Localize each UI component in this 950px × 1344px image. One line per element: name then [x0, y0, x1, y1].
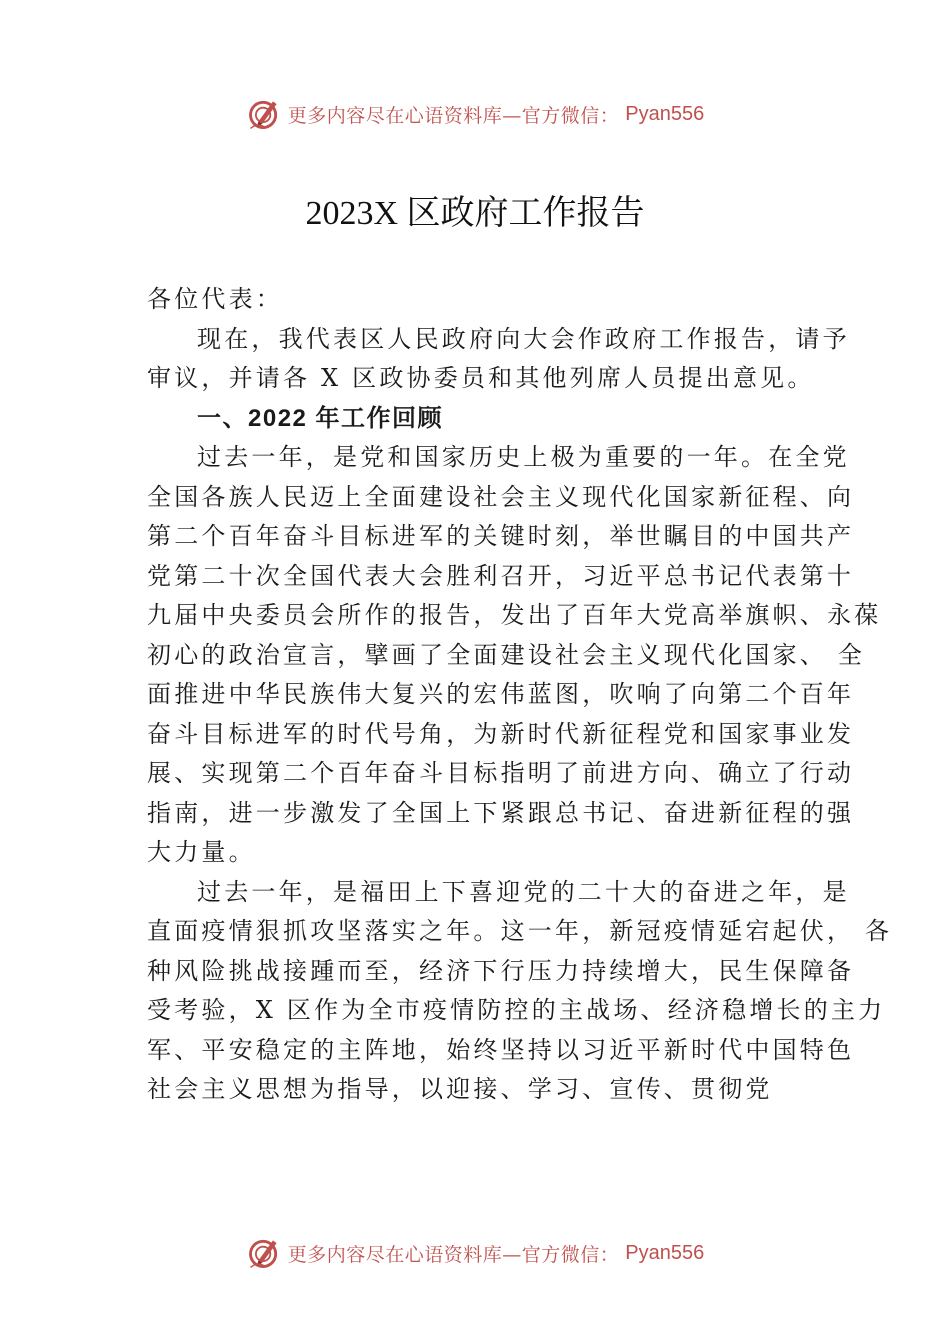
- paragraph-line: 面推进中华民族伟大复兴的宏伟蓝图，吹响了向第二个百年: [147, 680, 855, 708]
- watermark-text: 更多内容尽在心语资料库—官方微信：: [287, 104, 620, 127]
- section-heading: 一、2022 年工作回顾: [197, 404, 444, 432]
- pen-logo-icon: [246, 96, 282, 132]
- paragraph-line: 过去一年，是福田上下喜迎党的二十大的奋进之年，是: [197, 877, 850, 906]
- watermark-text: 更多内容尽在心语资料库—官方微信：: [287, 1243, 620, 1266]
- paragraph-line: 种风险挑战接踵而至，经济下行压力持续增大，民生保障备: [147, 956, 855, 985]
- paragraph-line: 展、实现第二个百年奋斗目标指明了前进方向、确立了行动: [147, 759, 855, 787]
- paragraph-line: 受考验，X 区作为全市疫情防控的主战场、经济稳增长的主力: [147, 996, 886, 1024]
- paragraph-line: 党第二十次全国代表大会胜利召开，习近平总书记代表第十: [147, 561, 855, 590]
- paragraph-line: 第二个百年奋斗目标进军的关键时刻，举世瞩目的中国共产: [147, 522, 855, 550]
- intro-line: 审议，并请各 X 区政协委员和其他列席人员提出意见。: [147, 364, 815, 392]
- paragraph-line: 奋斗目标进军的时代号角，为新时代新征程党和国家事业发: [147, 719, 855, 748]
- paragraph-line: 直面疫情狠抓攻坚落实之年。这一年，新冠疫情延宕起伏， 各: [147, 917, 893, 945]
- paragraph-line: 大力量。: [147, 838, 256, 866]
- intro-line: 现在，我代表区人民政府向大会作政府工作报告，请予: [197, 324, 850, 353]
- paragraph-line: 军、平安稳定的主阵地，始终坚持以习近平新时代中国特色: [147, 1035, 855, 1064]
- salutation: 各位代表：: [147, 285, 283, 313]
- paragraph-line: 指南，进一步激发了全国上下紧跟总书记、奋进新征程的强: [147, 798, 855, 827]
- header-watermark: [0, 96, 950, 132]
- paragraph-line: 九届中央委员会所作的报告，发出了百年大党高举旗帜、永葆: [147, 601, 882, 629]
- pen-logo-icon: [246, 1235, 282, 1271]
- footer-watermark: [0, 1235, 950, 1271]
- watermark-wechat-id: Pyan556: [625, 1241, 705, 1264]
- watermark-wechat-id: Pyan556: [625, 102, 705, 125]
- document-title: 2023X 区政府工作报告: [305, 195, 645, 232]
- paragraph-line: 过去一年，是党和国家历史上极为重要的一年。在全党: [197, 443, 850, 471]
- paragraph-line: 社会主义思想为指导，以迎接、学习、宣传、贯彻党: [147, 1075, 773, 1103]
- document-body: [147, 280, 893, 1110]
- paragraph-line: 初心的政治宣言，擘画了全面建设社会主义现代化国家、 全: [147, 640, 866, 669]
- paragraph-line: 全国各族人民迈上全面建设社会主义现代化国家新征程、向: [147, 482, 855, 511]
